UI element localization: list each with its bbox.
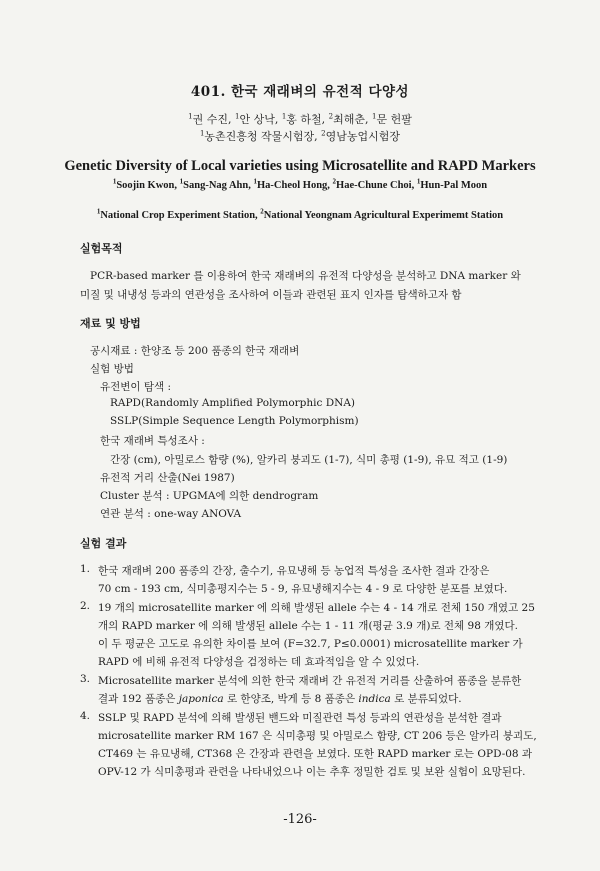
result-line: 한국 재래벼 200 품종의 간장, 출수기, 유묘냉해 등 농업적 특성을 조사한 결과 간장은 [98, 565, 490, 577]
methods-line: SSLP(Simple Sequence Length Polymorphism) [110, 415, 359, 427]
methods-heading: 재료 및 방법 [80, 317, 141, 330]
methods-line: 한국 재래벼 특성조사 : [100, 435, 205, 447]
result-number: 4. [80, 710, 91, 722]
result-line: 결과 192 품종은 japonica 로 한양조, 박게 등 8 품종은 indica 로 분류되었다. [98, 693, 462, 705]
objective-line: PCR-based marker 를 이용하여 한국 재래벼의 유전적 다양성을 분석하고 DNA marker 와 [90, 270, 521, 282]
objective-line: 미질 및 내냉성 등과의 연관성을 조사하여 이들과 관련된 표지 인자를 탐색하고자 함 [80, 289, 462, 301]
methods-line: 유전적 거리 산출(Nei 1987) [100, 472, 235, 484]
methods-line: 연관 분석 : one-way ANOVA [100, 508, 242, 520]
result-line: CT469 는 유묘냉해, CT368 은 간장과 관련을 보였다. 또한 RAPD marker 로는 OPD-08 과 [98, 748, 533, 760]
methods-line: 실험 방법 [90, 363, 134, 375]
result-line: OPV-12 가 식미총평과 관련을 나타내었으나 이는 추후 정밀한 검토 및 보완 실험이 요망된다. [98, 766, 526, 778]
korean-authors: $^1$권 수진, $^1$안 상낙, $^1$홍 하철, $^2$최해춘, $^1$문 헌팔 [188, 112, 412, 126]
methods-line: Cluster 분석 : UPGMA에 의한 dendrogram [100, 490, 319, 502]
result-line: 19 개의 microsatellite marker 에 의해 발생된 allele 수는 4 - 14 개로 전체 150 개였고 25 [98, 602, 535, 614]
methods-line: 공시재료 : 한양조 등 200 품종의 한국 재래벼 [90, 345, 300, 357]
result-line: microsatellite marker RM 167 은 식미총평 및 아밀로스 함량, CT 206 등은 알카리 붕괴도, [98, 730, 537, 742]
page-number: -126- [283, 812, 317, 827]
methods-line: 간장 (cm), 아밀로스 함량 (%), 알카리 붕괴도 (1-7), 식미 총평 (1-9), 유묘 적고 (1-9) [110, 454, 508, 466]
korean-affiliations: $^1$농촌진흥청 작물시험장, $^2$영남농업시험장 [199, 129, 401, 143]
result-number: 1. [80, 563, 91, 575]
results-heading: 실험 결과 [80, 537, 127, 550]
methods-line: 유전변이 탐색 : [100, 381, 172, 393]
result-number: 3. [80, 673, 91, 685]
result-line: 개의 RAPD marker 에 의해 발생된 allele 수는 1 - 11 개(평균 3.9 개)로 전체 98 개였다. [98, 620, 519, 632]
english-affiliations: $^1$National Crop Experiment Station, $^2$National Yeongnam Agricultural Experimemt Station [96, 207, 504, 221]
english-title: Genetic Diversity of Local varieties using Microsatellite and RAPD Markers [64, 158, 536, 174]
result-line: SSLP 및 RAPD 분석에 의해 발생된 밴드와 미질관련 특성 등과의 연관성을 분석한 결과 [98, 712, 502, 724]
result-line: RAPD 에 비해 유전적 다양성을 검정하는 데 효과적임을 알 수 있었다. [98, 656, 420, 668]
result-line: 70 cm - 193 cm, 식미총평지수는 5 - 9, 유묘냉해지수는 4 - 9 로 다양한 분포를 보였다. [98, 583, 508, 595]
result-line: 이 두 평균은 고도로 유의한 차이를 보여 (F=32.7, P≤0.0001) microsatellite marker 가 [98, 638, 523, 650]
objective-heading: 실험목적 [80, 242, 123, 255]
methods-line: RAPD(Randomly Amplified Polymorphic DNA) [110, 397, 356, 409]
english-authors: $^1$Soojin Kwon, $^1$Sang-Nag Ahn, $^1$Ha-Cheol Hong, $^2$Hae-Chune Choi, $^1$Hun-Pal Moon [112, 177, 488, 191]
result-line: Microsatellite marker 분석에 의한 한국 재래벼 간 유전적 거리를 산출하여 품종을 분류한 [98, 675, 522, 687]
result-number: 2. [80, 600, 91, 612]
korean-title: 401. 한국 재래벼의 유전적 다양성 [190, 84, 410, 100]
